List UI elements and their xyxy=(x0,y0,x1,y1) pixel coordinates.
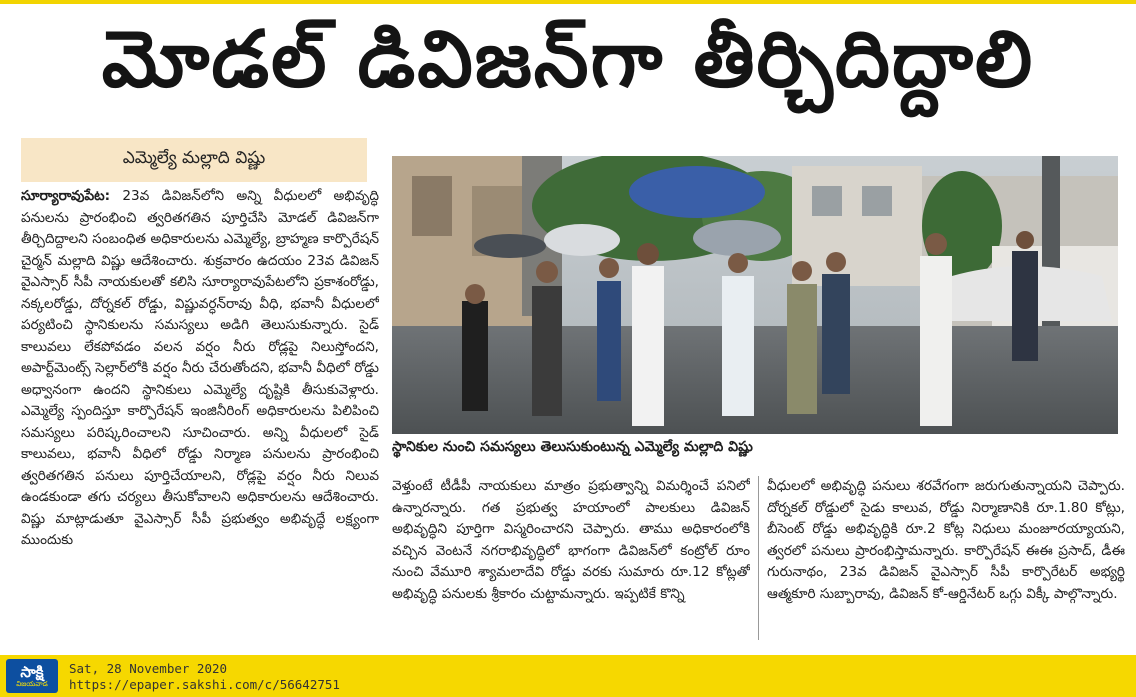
logo-text: సాక్షి xyxy=(20,662,44,681)
dateline: సూర్యారావుపేట: xyxy=(21,188,111,204)
edition-date: Sat, 28 November 2020 xyxy=(69,661,228,676)
epaper-url-link[interactable]: https://epaper.sakshi.com/c/56642751 xyxy=(69,677,340,692)
article-text-col3: వీధులలో అభివృద్ధి పనులు శరవేగంగా జరుగుతున్నాయని చెప్పారు. దోర్నకల్ రోడ్డులో సైడు కాలువ, రోడ్డు నిర్మాణానికి రూ.1.80 కోట్లు, బీసెంట్ రోడ్డు అభివృద్ధికి రూ.2 కోట్ల నిధులు మంజూరయ్యాయని, త్వరలో పనులు ప్రారంభిస్తామన్నారు. కార్పొరేషన్ ఈఈ ప్రసాద్, డీఈ గురునాథం, 23వ డివిజన్ వైఎస్సార్ సీపీ కార్పొరేటర్ అభ్యర్థి ఆత్మకూరి సుబ్బారావు, డివిజన్ కో-ఆర్డినేటర్ ఒగ్గు విక్కీ పాల్గొన్నారు. xyxy=(767,478,1125,602)
footer-bar xyxy=(0,655,1136,697)
article-column-3 xyxy=(767,476,1125,642)
article-column-1 xyxy=(21,186,379,642)
article-column-2 xyxy=(392,476,750,642)
news-photo xyxy=(392,156,1118,434)
sakshi-logo[interactable] xyxy=(6,659,58,693)
column-divider xyxy=(758,476,759,640)
article-text-col1: 23వ డివిజన్‌లోని అన్ని వీధులలో అభివృద్ధి పనులను ప్రారంభించి త్వరితగతిన పూర్తిచేసి మోడల్ డివిజన్‌గా తీర్చిదిద్దాలని సంబంధిత అధికారులను ఎమ్మెల్యే, బ్రాహ్మణ కార్పొరేషన్ చైర్మన్ మల్లాది విష్ణు ఆదేశించారు. శుక్రవారం ఉదయం 23వ డివిజన్ వైఎస్సార్ సీపీ నాయకులతో కలిసి సూర్యారావుపేటలోని ప్రకాశంరోడ్డు, నక్కలరోడ్డు, దోర్నకల్ రోడ్డు, విష్ణువర్ధన్‌రావు వీధి, భవానీ వీధులలో పర్యటించి స్థానికులను సమస్యలు అడిగి తెలుసుకున్నారు. సైడ్ కాలువలు లేకపోవడం వలన వర్షం నీరు రోడ్లపై నిలుస్తోందని, అపార్ట్‌మెంట్స్ సెల్లార్‌లోకి వర్షం నీరు చేరుతోందని, భవానీ వీధిలో రోడ్డు అధ్వానంగా ఉందని స్థానికులు ఎమ్మెల్యే దృష్టికి తీసుకువెళ్లారు. ఎమ్మెల్యే స్పందిస్తూ కార్పొరేషన్ ఇంజినీరింగ్ అధికారులను పిలిపించి సమస్యలు పరిష్కరించాలని సూచించారు. అన్ని వీధులలో సైడ్ కాలువలు, భవానీ వీధిలో రోడ్డు నిర్మాణ పనులను ప్రారంభించి త్వరితగతిన పనులు పూర్తిచేయాలని, రోడ్లపై వర్షం నీరు నిలువ ఉండకుండా తగు చర్యలు తీసుకోవాలని అధికారులను ఆదేశించారు. విష్ణు మాట్లాడుతూ వైఎస్సార్ సీపీ ప్రభుత్వం అభివృద్ధే లక్ష్యంగా ముందుకు xyxy=(21,188,379,548)
top-accent-line xyxy=(0,0,1136,4)
headline: మోడల్ డివిజన్‌గా తీర్చిదిద్దాలి xyxy=(101,15,1035,105)
article-text-col2: వెళ్తుంటే టీడీపీ నాయకులు మాత్రం ప్రభుత్వాన్ని విమర్శించే పనిలో ఉన్నారన్నారు. గత ప్రభుత్వ హయాంలో పాలకులు డివిజన్ అభివృద్ధిని పూర్తిగా విస్మరించారని చెప్పారు. తాము అధికారంలోకి వచ్చిన వెంటనే నగరాభివృద్ధిలో భాగంగా డివిజన్‌లో కంట్రోల్ రూం నుంచి వేమూరి శ్యామలాదేవి రోడ్డు వరకు సుమారు రూ.12 కోట్లతో అభివృద్ధి పనులకు శ్రీకారం చుట్టామన్నారు. ఇప్పటికే కొన్ని xyxy=(392,478,750,602)
subheadline: ఎమ్మెల్యే మల్లాది విష్ణు xyxy=(21,138,367,182)
photo-caption: స్థానికుల నుంచి సమస్యలు తెలుసుకుంటున్న ఎమ్మెల్యే మల్లాది విష్ణు xyxy=(392,438,753,455)
news-photo-illustration xyxy=(392,156,1118,434)
logo-subtext: విజయవాడ xyxy=(16,679,48,688)
